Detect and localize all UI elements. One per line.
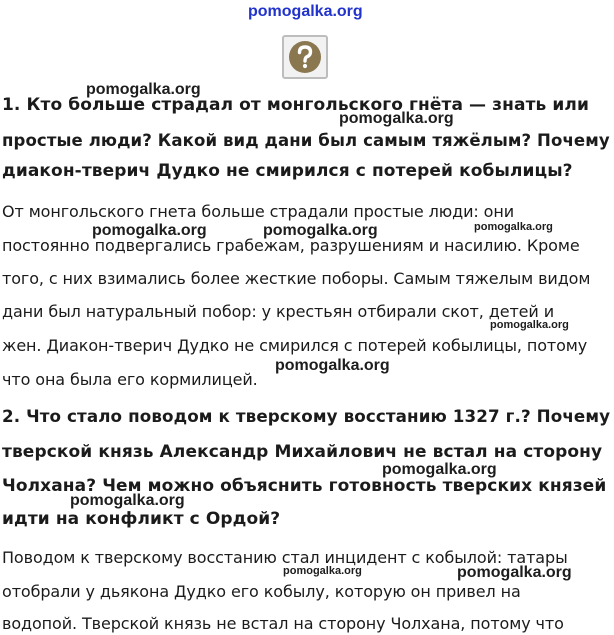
- watermark: pomogalka.org: [457, 564, 572, 581]
- watermark: pomogalka.org: [490, 319, 569, 331]
- question-2-line: идти на конфликт с Ордой?: [2, 509, 281, 529]
- answer-1-line: того, с них взимались более жесткие поборы. Самым тяжелым видом: [2, 269, 591, 288]
- question-mark-icon: [282, 35, 328, 79]
- question-1-line: диакон-тверич Дудко не смирился с потерей кобылицы?: [2, 161, 573, 181]
- watermark: pomogalka.org: [382, 461, 497, 478]
- answer-1-line: постоянно подвергались грабежам, разрушениям и насилию. Кроме: [2, 236, 580, 255]
- answer-2-line: Поводом к тверскому восстанию стал инцидент с кобылой: татары: [2, 548, 568, 567]
- question-2-line: тверской князь Александр Михайлович не встал на сторону: [2, 442, 603, 462]
- answer-1-line: От монгольского гнета больше страдали простые люди: они: [2, 202, 515, 221]
- watermark: pomogalka.org: [474, 221, 553, 233]
- watermark: pomogalka.org: [275, 357, 390, 374]
- question-1-line: 1. Кто больше страдал от монгольского гнёта — знать или: [2, 95, 589, 115]
- watermark: pomogalka.org: [86, 81, 201, 98]
- question-2-line: 2. Что стало поводом к тверскому восстанию 1327 г.? Почему: [2, 407, 611, 427]
- answer-1-line: дани был натуральный побор: у крестьян отбирали скот, детей и: [2, 302, 554, 321]
- watermark: pomogalka.org: [263, 222, 378, 239]
- watermark: pomogalka.org: [339, 110, 454, 127]
- answer-2-line: водопой. Тверской князь не встал на сторону Чолхана, потому что: [2, 614, 564, 633]
- answer-2-line: отобрали у дьякона Дудко его кобылу, которую он привел на: [2, 582, 521, 601]
- question-2-line: Чолхана? Чем можно объяснить готовность тверских князей: [2, 476, 607, 496]
- answer-1-line: что она была его кормилицей.: [2, 370, 258, 389]
- watermark: pomogalka.org: [92, 222, 207, 239]
- question-1-line: простые люди? Какой вид дани был самым тяжёлым? Почему: [2, 131, 610, 151]
- watermark-top: pomogalka.org: [248, 3, 363, 20]
- watermark: pomogalka.org: [283, 565, 362, 577]
- watermark: pomogalka.org: [70, 492, 185, 509]
- answer-1-line: жен. Диакон-тверич Дудко не смирился с потерей кобылицы, потому: [2, 336, 588, 355]
